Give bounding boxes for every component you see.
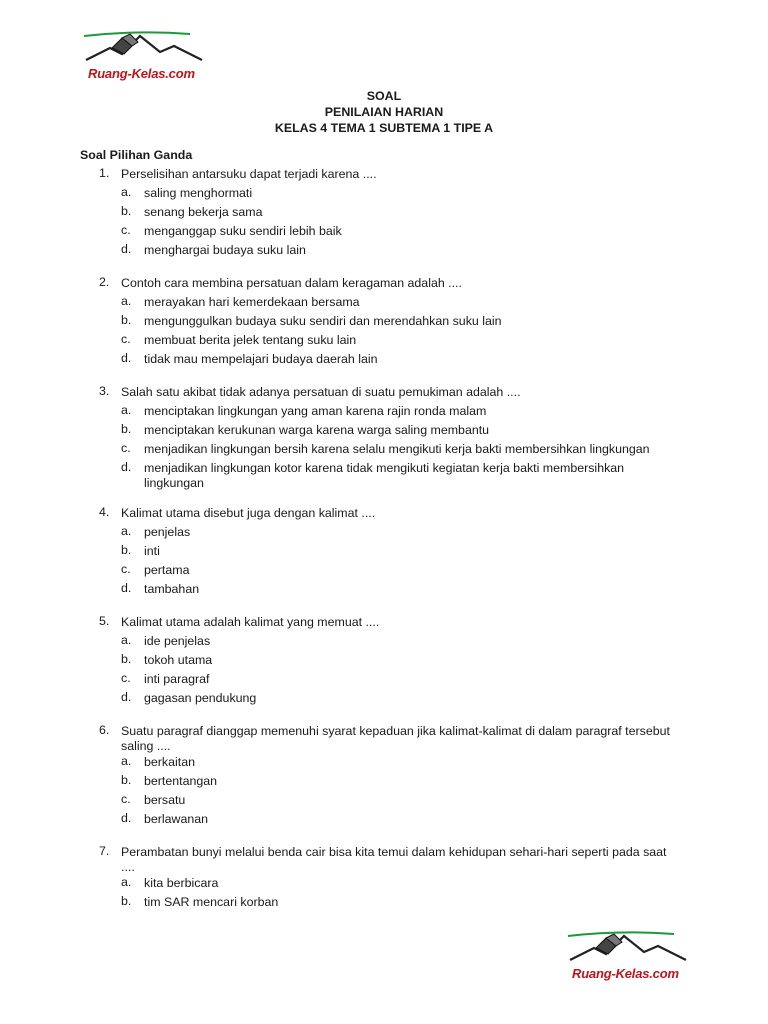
swoosh-icon: [566, 930, 676, 938]
option-letter: d.: [121, 811, 132, 825]
option-text: gagasan pendukung: [144, 691, 257, 705]
option-letter: c.: [121, 441, 131, 455]
option-text: menciptakan kerukunan warga karena warga saling membantu: [144, 423, 490, 437]
header-line-3: KELAS 4 TEMA 1 SUBTEMA 1 TIPE A: [274, 121, 494, 135]
question-item: [0, 723, 768, 830]
question-number: 5.: [99, 614, 110, 628]
question-number: 6.: [99, 723, 110, 737]
logo-text: Ruang-Kelas.com: [88, 66, 195, 81]
question-line: [0, 723, 768, 754]
option-text: berkaitan: [144, 755, 195, 769]
option-text: bersatu: [144, 793, 186, 807]
question-line: [0, 614, 768, 633]
option-text: berlawanan: [144, 812, 209, 826]
option-text: menjadikan lingkungan bersih karena selalu mengikuti kerja bakti membersihkan lingkungan: [144, 442, 650, 456]
answer-option: [0, 690, 768, 709]
option-letter: d.: [121, 351, 132, 365]
option-text: saling menghormati: [144, 186, 253, 200]
answer-option: [0, 811, 768, 830]
option-letter: a.: [121, 294, 132, 308]
question-text: Suatu paragraf dianggap memenuhi syarat kepaduan jika kalimat-kalimat di dalam paragraf tersebut saling ....: [121, 724, 670, 753]
option-text: tim SAR mencari korban: [144, 895, 279, 909]
question-item: [0, 614, 768, 709]
answer-option: [0, 441, 768, 460]
answer-option: [0, 351, 768, 370]
answer-option: [0, 792, 768, 811]
question-line: [0, 166, 768, 185]
option-letter: b.: [121, 894, 132, 908]
option-text: pertama: [144, 563, 190, 577]
option-text: membuat berita jelek tentang suku lain: [144, 333, 357, 347]
answer-option: [0, 652, 768, 671]
question-line: [0, 844, 768, 875]
answer-option: [0, 294, 768, 313]
question-item: [0, 384, 768, 491]
question-item: [0, 844, 768, 913]
header-line-1: SOAL: [366, 89, 402, 103]
answer-option: [0, 562, 768, 581]
option-text: senang bekerja sama: [144, 205, 263, 219]
option-letter: b.: [121, 652, 132, 666]
answer-option: [0, 633, 768, 652]
option-letter: c.: [121, 223, 131, 237]
answer-option: [0, 875, 768, 894]
question-text: Perselisihan antarsuku dapat terjadi karena ....: [121, 167, 377, 181]
option-text: tambahan: [144, 582, 200, 596]
option-text: kita berbicara: [144, 876, 219, 890]
question-item: [0, 166, 768, 261]
answer-option: [0, 773, 768, 792]
option-text: mengunggulkan budaya suku sendiri dan merendahkan suku lain: [144, 314, 502, 328]
question-text: Kalimat utama disebut juga dengan kalimat ....: [121, 506, 376, 520]
option-letter: d.: [121, 581, 132, 595]
question-item: [0, 505, 768, 600]
question-line: [0, 384, 768, 403]
answer-option: [0, 460, 768, 491]
option-text: tokoh utama: [144, 653, 213, 667]
answer-option: [0, 242, 768, 261]
question-number: 1.: [99, 166, 110, 180]
option-letter: a.: [121, 633, 132, 647]
option-letter: b.: [121, 204, 132, 218]
logo-text: Ruang-Kelas.com: [572, 966, 679, 981]
answer-option: [0, 223, 768, 242]
option-text: menciptakan lingkungan yang aman karena rajin ronda malam: [144, 404, 487, 418]
option-letter: d.: [121, 242, 132, 256]
answer-option: [0, 524, 768, 543]
answer-option: [0, 422, 768, 441]
answer-option: [0, 754, 768, 773]
option-letter: b.: [121, 543, 132, 557]
option-letter: c.: [121, 792, 131, 806]
option-text: penjelas: [144, 525, 191, 539]
question-number: 2.: [99, 275, 110, 289]
option-text: inti paragraf: [144, 672, 210, 686]
option-text: bertentangan: [144, 774, 218, 788]
question-item: [0, 275, 768, 370]
option-letter: c.: [121, 332, 131, 346]
option-letter: a.: [121, 875, 132, 889]
question-text: Salah satu akibat tidak adanya persatuan di suatu pemukiman adalah ....: [121, 385, 521, 399]
option-letter: d.: [121, 460, 132, 474]
option-letter: b.: [121, 422, 132, 436]
option-letter: c.: [121, 562, 131, 576]
option-letter: b.: [121, 313, 132, 327]
option-letter: d.: [121, 690, 132, 704]
document-header: [0, 88, 768, 136]
option-letter: a.: [121, 403, 132, 417]
question-number: 7.: [99, 844, 110, 858]
answer-option: [0, 332, 768, 351]
question-line: [0, 505, 768, 524]
answer-option: [0, 185, 768, 204]
logo-bottom: [566, 930, 716, 994]
question-list: [0, 166, 768, 927]
question-text: Perambatan bunyi melalui benda cair bisa kita temui dalam kehidupan sehari-hari seperti pada saat ....: [121, 845, 667, 874]
answer-option: [0, 313, 768, 332]
option-text: menganggap suku sendiri lebih baik: [144, 224, 342, 238]
logo-top: [82, 30, 232, 94]
question-number: 4.: [99, 505, 110, 519]
swoosh-icon: [82, 30, 192, 38]
answer-option: [0, 543, 768, 562]
answer-option: [0, 894, 768, 913]
option-letter: a.: [121, 524, 132, 538]
option-letter: a.: [121, 185, 132, 199]
answer-option: [0, 671, 768, 690]
question-text: Contoh cara membina persatuan dalam keragaman adalah ....: [121, 276, 462, 290]
option-letter: b.: [121, 773, 132, 787]
header-line-2: PENILAIAN HARIAN: [324, 105, 444, 119]
question-text: Kalimat utama adalah kalimat yang memuat ....: [121, 615, 380, 629]
answer-option: [0, 204, 768, 223]
option-text: ide penjelas: [144, 634, 211, 648]
option-text: menghargai budaya suku lain: [144, 243, 306, 257]
answer-option: [0, 581, 768, 600]
answer-option: [0, 403, 768, 422]
option-text: merayakan hari kemerdekaan bersama: [144, 295, 360, 309]
option-text: menjadikan lingkungan kotor karena tidak mengikuti kegiatan kerja bakti membersihkan lingkungan: [144, 461, 625, 490]
option-letter: a.: [121, 754, 132, 768]
question-line: [0, 275, 768, 294]
option-letter: c.: [121, 671, 131, 685]
option-text: tidak mau mempelajari budaya daerah lain: [144, 352, 378, 366]
question-number: 3.: [99, 384, 110, 398]
section-title: Soal Pilihan Ganda: [80, 148, 193, 162]
option-text: inti: [144, 544, 160, 558]
